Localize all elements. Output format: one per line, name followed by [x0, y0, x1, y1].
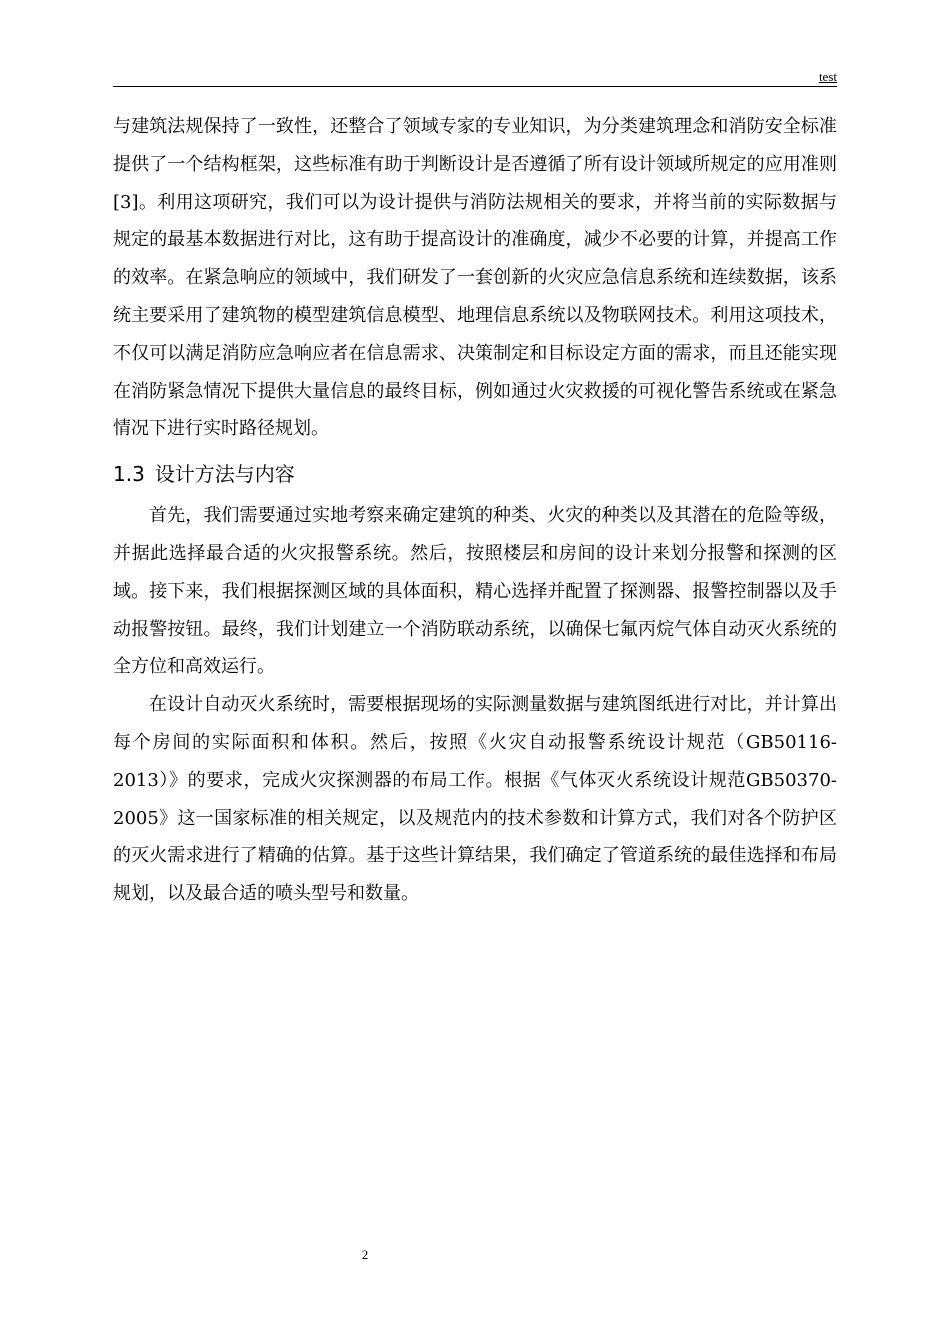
- document-body: [113, 108, 837, 913]
- paragraph-continued: 与建筑法规保持了一致性，还整合了领域专家的专业知识，为分类建筑理念和消防安全标准提供了一个结构框架，这些标准有助于判断设计是否遵循了所有设计领域所规定的应用准则[3]。利用这项研究，我们可以为设计提供与消防法规相关的要求，并将当前的实际数据与规定的最基本数据进行对比，这有助于提高设计的准确度，减少不必要的计算，并提高工作的效率。在紧急响应的领域中，我们研发了一套创新的火灾应急信息系统和连续数据，该系统主要采用了建筑物的模型建筑信息模型、地理信息系统以及物联网技术。利用这项技术，不仅可以满足消防应急响应者在信息需求、决策制定和目标设定方面的需求，而且还能实现在消防紧急情况下提供大量信息的最终目标，例如通过火灾救援的可视化警告系统或在紧急情况下进行实时路径规划。: [113, 116, 837, 440]
- section-heading: [113, 454, 837, 494]
- page-number: 2: [361, 1247, 369, 1262]
- header-divider: [113, 86, 837, 87]
- section-title: 设计方法与内容: [154, 462, 295, 487]
- page-header-text: test: [818, 69, 837, 84]
- paragraph-design-method: 首先，我们需要通过实地考察来确定建筑的种类、火灾的种类以及其潜在的危险等级，并据此选择最合适的火灾报警系统。然后，按照楼层和房间的设计来划分报警和探测的区域。接下来，我们根据探测区域的具体面积，精心选择并配置了探测器、报警控制器以及手动报警按钮。最终，我们计划建立一个消防联动系统，以确保七氟丙烷气体自动灭火系统的全方位和高效运行。: [113, 505, 837, 678]
- section-number: 1.3: [113, 462, 145, 487]
- paragraph-extinguishing-design: 在设计自动灭火系统时，需要根据现场的实际测量数据与建筑图纸进行对比，并计算出每个房间的实际面积和体积。然后，按照《火灾自动报警系统设计规范（GB50116-2013）》的要求，完成火灾探测器的布局工作。根据《气体灭火系统设计规范GB50370-2005》这一国家标准的相关规定，以及规范内的技术参数和计算方式，我们对各个防护区的灭火需求进行了精确的估算。基于这些计算结果，我们确定了管道系统的最佳选择和布局规划，以及最合适的喷头型号和数量。: [113, 694, 837, 905]
